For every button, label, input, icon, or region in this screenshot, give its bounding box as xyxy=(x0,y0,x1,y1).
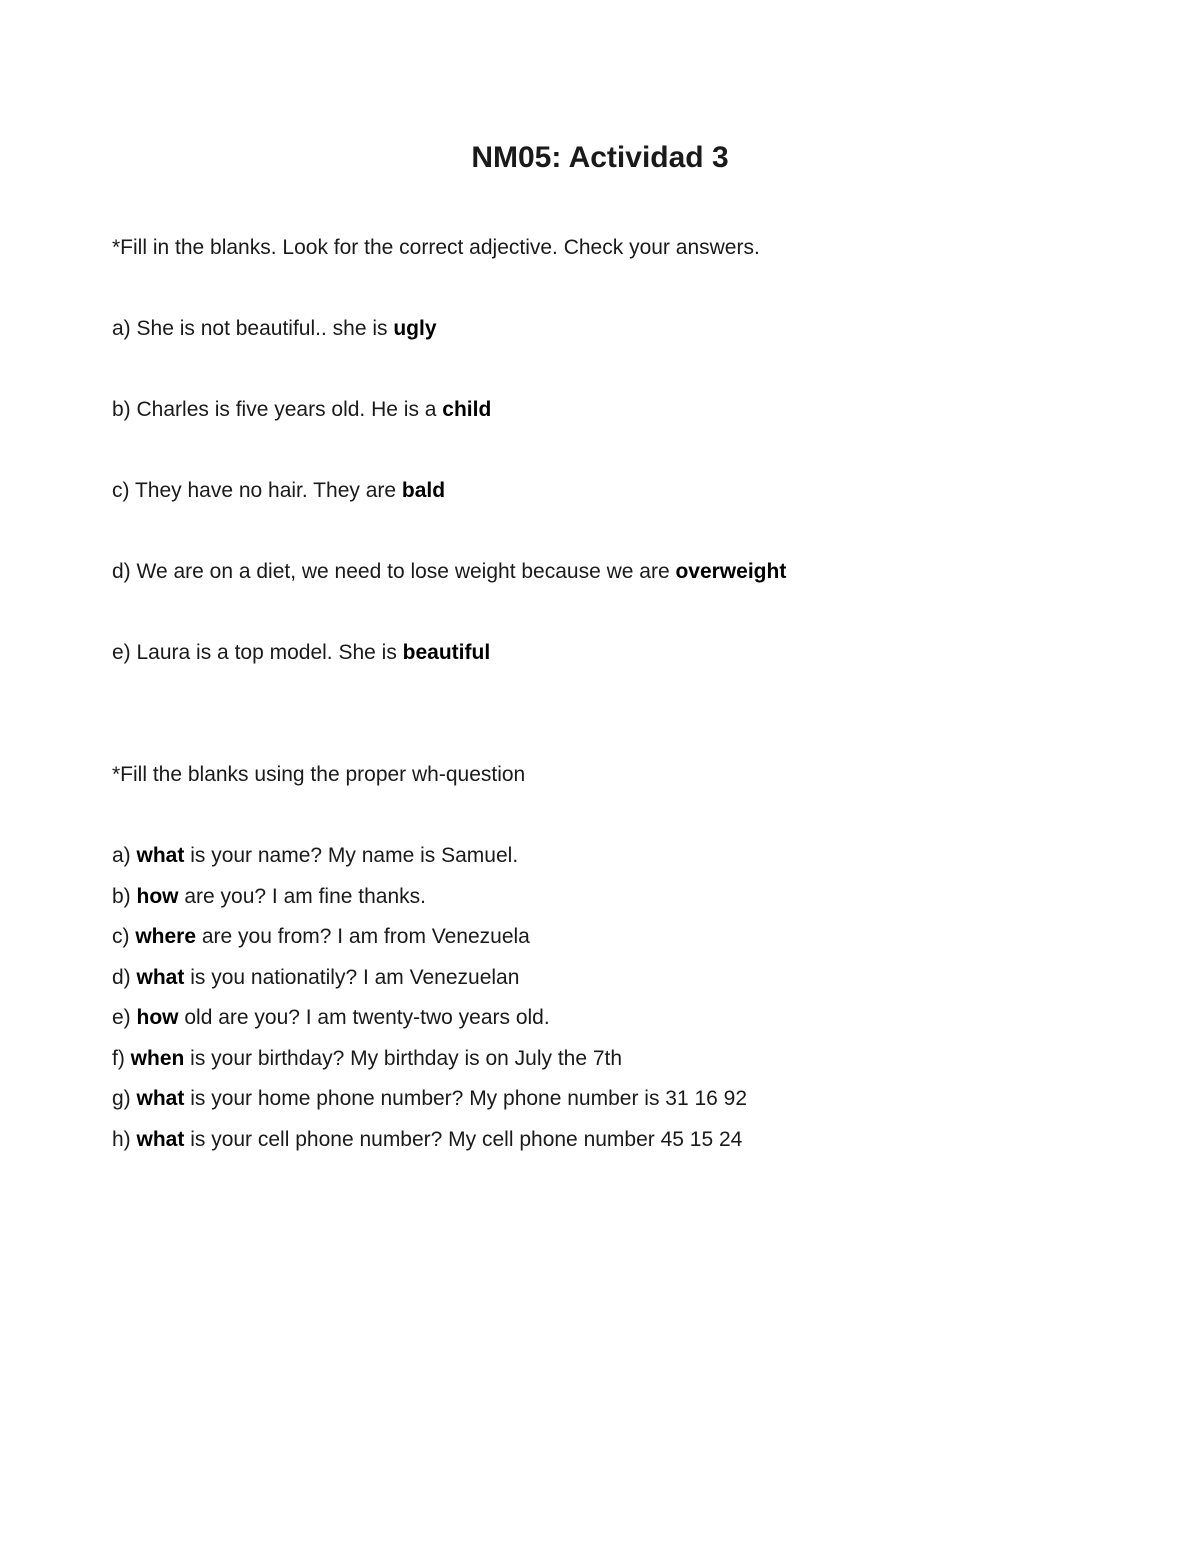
item-text: b) Charles is five years old. He is a xyxy=(112,398,443,421)
item-text-after: is you nationatily? I am Venezuelan xyxy=(184,966,520,989)
wh-item-b xyxy=(112,883,426,911)
section2-instruction: *Fill the blanks using the proper wh-question xyxy=(112,763,526,786)
item-text-after: are you? I am fine thanks. xyxy=(178,885,426,908)
wh-item-f xyxy=(112,1045,622,1073)
item-answer: when xyxy=(130,1047,185,1070)
wh-item-e xyxy=(112,1004,550,1032)
item-text: g) xyxy=(112,1087,137,1110)
item-answer: what xyxy=(136,1087,185,1110)
item-text: f) xyxy=(112,1047,131,1070)
item-text: d) xyxy=(112,966,137,989)
wh-item-h xyxy=(112,1126,742,1154)
item-answer: ugly xyxy=(393,317,437,340)
item-text-after: old are you? I am twenty-two years old. xyxy=(178,1006,550,1029)
item-text: h) xyxy=(112,1128,137,1151)
wh-item-c xyxy=(112,923,530,951)
page-title: NM05: Actividad 3 xyxy=(471,141,729,174)
item-answer: what xyxy=(136,1128,185,1151)
item-answer: beautiful xyxy=(402,641,491,664)
item-answer: overweight xyxy=(675,560,787,583)
adjective-item-c xyxy=(112,477,445,505)
adjective-item-a xyxy=(112,315,437,343)
item-text: a) She is not beautiful.. she is xyxy=(112,317,394,340)
item-answer: what xyxy=(136,844,185,867)
wh-item-g xyxy=(112,1085,747,1113)
item-text: c) xyxy=(112,925,136,948)
adjective-item-e xyxy=(112,639,490,667)
item-text-after: are you from? I am from Venezuela xyxy=(196,925,530,948)
item-text: d) We are on a diet, we need to lose weight because we are xyxy=(112,560,676,583)
item-text: e) xyxy=(112,1006,137,1029)
item-text: c) They have no hair. They are xyxy=(112,479,402,502)
section1-instruction: *Fill in the blanks. Look for the correct adjective. Check your answers. xyxy=(112,236,760,259)
item-answer: child xyxy=(442,398,492,421)
item-text-after: is your birthday? My birthday is on July the 7th xyxy=(184,1047,623,1070)
adjective-item-b xyxy=(112,396,491,424)
item-text-after: is your name? My name is Samuel. xyxy=(184,844,519,867)
wh-item-a xyxy=(112,842,518,870)
item-text: a) xyxy=(112,844,137,867)
item-text-after: is your cell phone number? My cell phone number 45 15 24 xyxy=(184,1128,743,1151)
item-text: b) xyxy=(112,885,137,908)
item-answer: what xyxy=(136,966,185,989)
wh-item-d xyxy=(112,964,519,992)
item-text-after: is your home phone number? My phone number is 31 16 92 xyxy=(184,1087,748,1110)
item-answer: how xyxy=(136,885,179,908)
adjective-item-d xyxy=(112,558,786,586)
item-answer: bald xyxy=(401,479,446,502)
item-answer: where xyxy=(135,925,197,948)
item-answer: how xyxy=(136,1006,179,1029)
item-text: e) Laura is a top model. She is xyxy=(112,641,403,664)
